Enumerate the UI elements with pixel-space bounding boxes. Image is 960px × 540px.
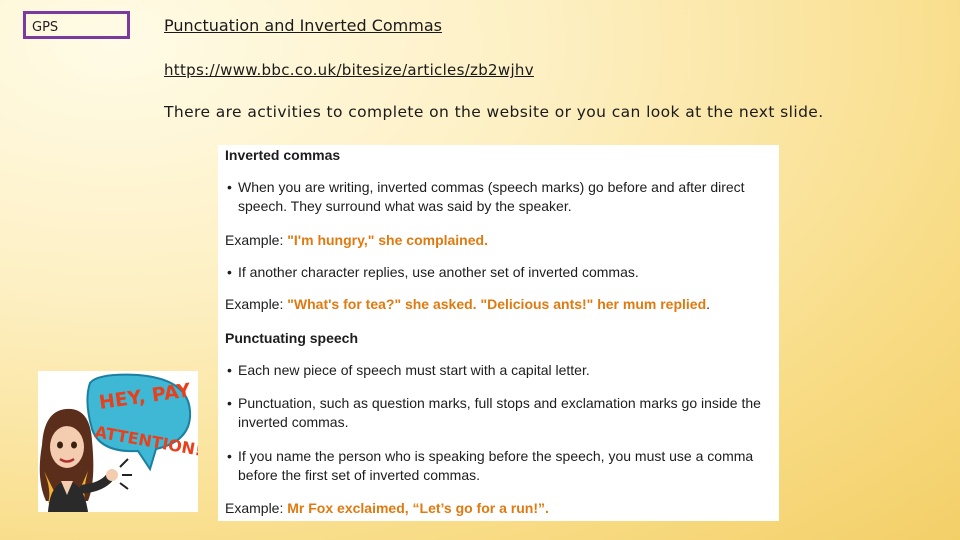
- example-label: Example:: [225, 500, 288, 516]
- inverted-commas-panel: [218, 145, 779, 521]
- page-title: Punctuation and Inverted Commas: [164, 16, 442, 35]
- sticker-text-line1: HEY, PAY: [97, 379, 192, 414]
- bullet-text: If you name the person who is speaking before the speech, you must use a comma before the first set of inverted commas.: [238, 448, 754, 483]
- example-quote: "I'm hungry," she complained.: [287, 232, 488, 248]
- bullet-text: Each new piece of speech must start with a capital letter.: [238, 362, 590, 378]
- example-quote: Mr Fox exclaimed, “Let’s go for a run!”.: [287, 500, 549, 516]
- example-2: [225, 296, 710, 312]
- bullet-text: If another character replies, use another set of inverted commas.: [238, 264, 639, 280]
- example-1: [225, 232, 488, 248]
- gps-label-box: [23, 11, 130, 39]
- example-3: [225, 500, 549, 516]
- sticker-illustration: [38, 371, 198, 512]
- instructions-text: There are activities to complete on the website or you can look at the next slide.: [164, 103, 824, 121]
- sticker-text-line2: ATTENTION!: [93, 422, 198, 460]
- bullet-dot: •: [227, 179, 232, 195]
- heading-inverted-commas: Inverted commas: [225, 147, 341, 163]
- example-label: Example:: [225, 296, 288, 312]
- bitesize-link[interactable]: https://www.bbc.co.uk/bitesize/articles/zb2wjhv: [164, 61, 534, 79]
- bullet-text: When you are writing, inverted commas (speech marks) go before and after direct speech. They surround what was said by the speaker.: [238, 179, 745, 214]
- gps-label: GPS: [32, 20, 59, 35]
- bullet-text: Punctuation, such as question marks, full stops and exclamation marks go inside the inverted commas.: [238, 395, 761, 430]
- bullet-dot: •: [227, 395, 232, 411]
- heading-punctuating-speech: Punctuating speech: [225, 330, 359, 346]
- example-quote: "What's for tea?" she asked. "Delicious ants!" her mum replied: [287, 296, 707, 312]
- bullet-dot: •: [227, 264, 232, 280]
- hey-pay-attention-sticker: [38, 371, 198, 512]
- bullet-dot: •: [227, 448, 232, 464]
- example-label: Example:: [225, 232, 288, 248]
- example-end: .: [706, 296, 711, 312]
- bullet-dot: •: [227, 362, 232, 378]
